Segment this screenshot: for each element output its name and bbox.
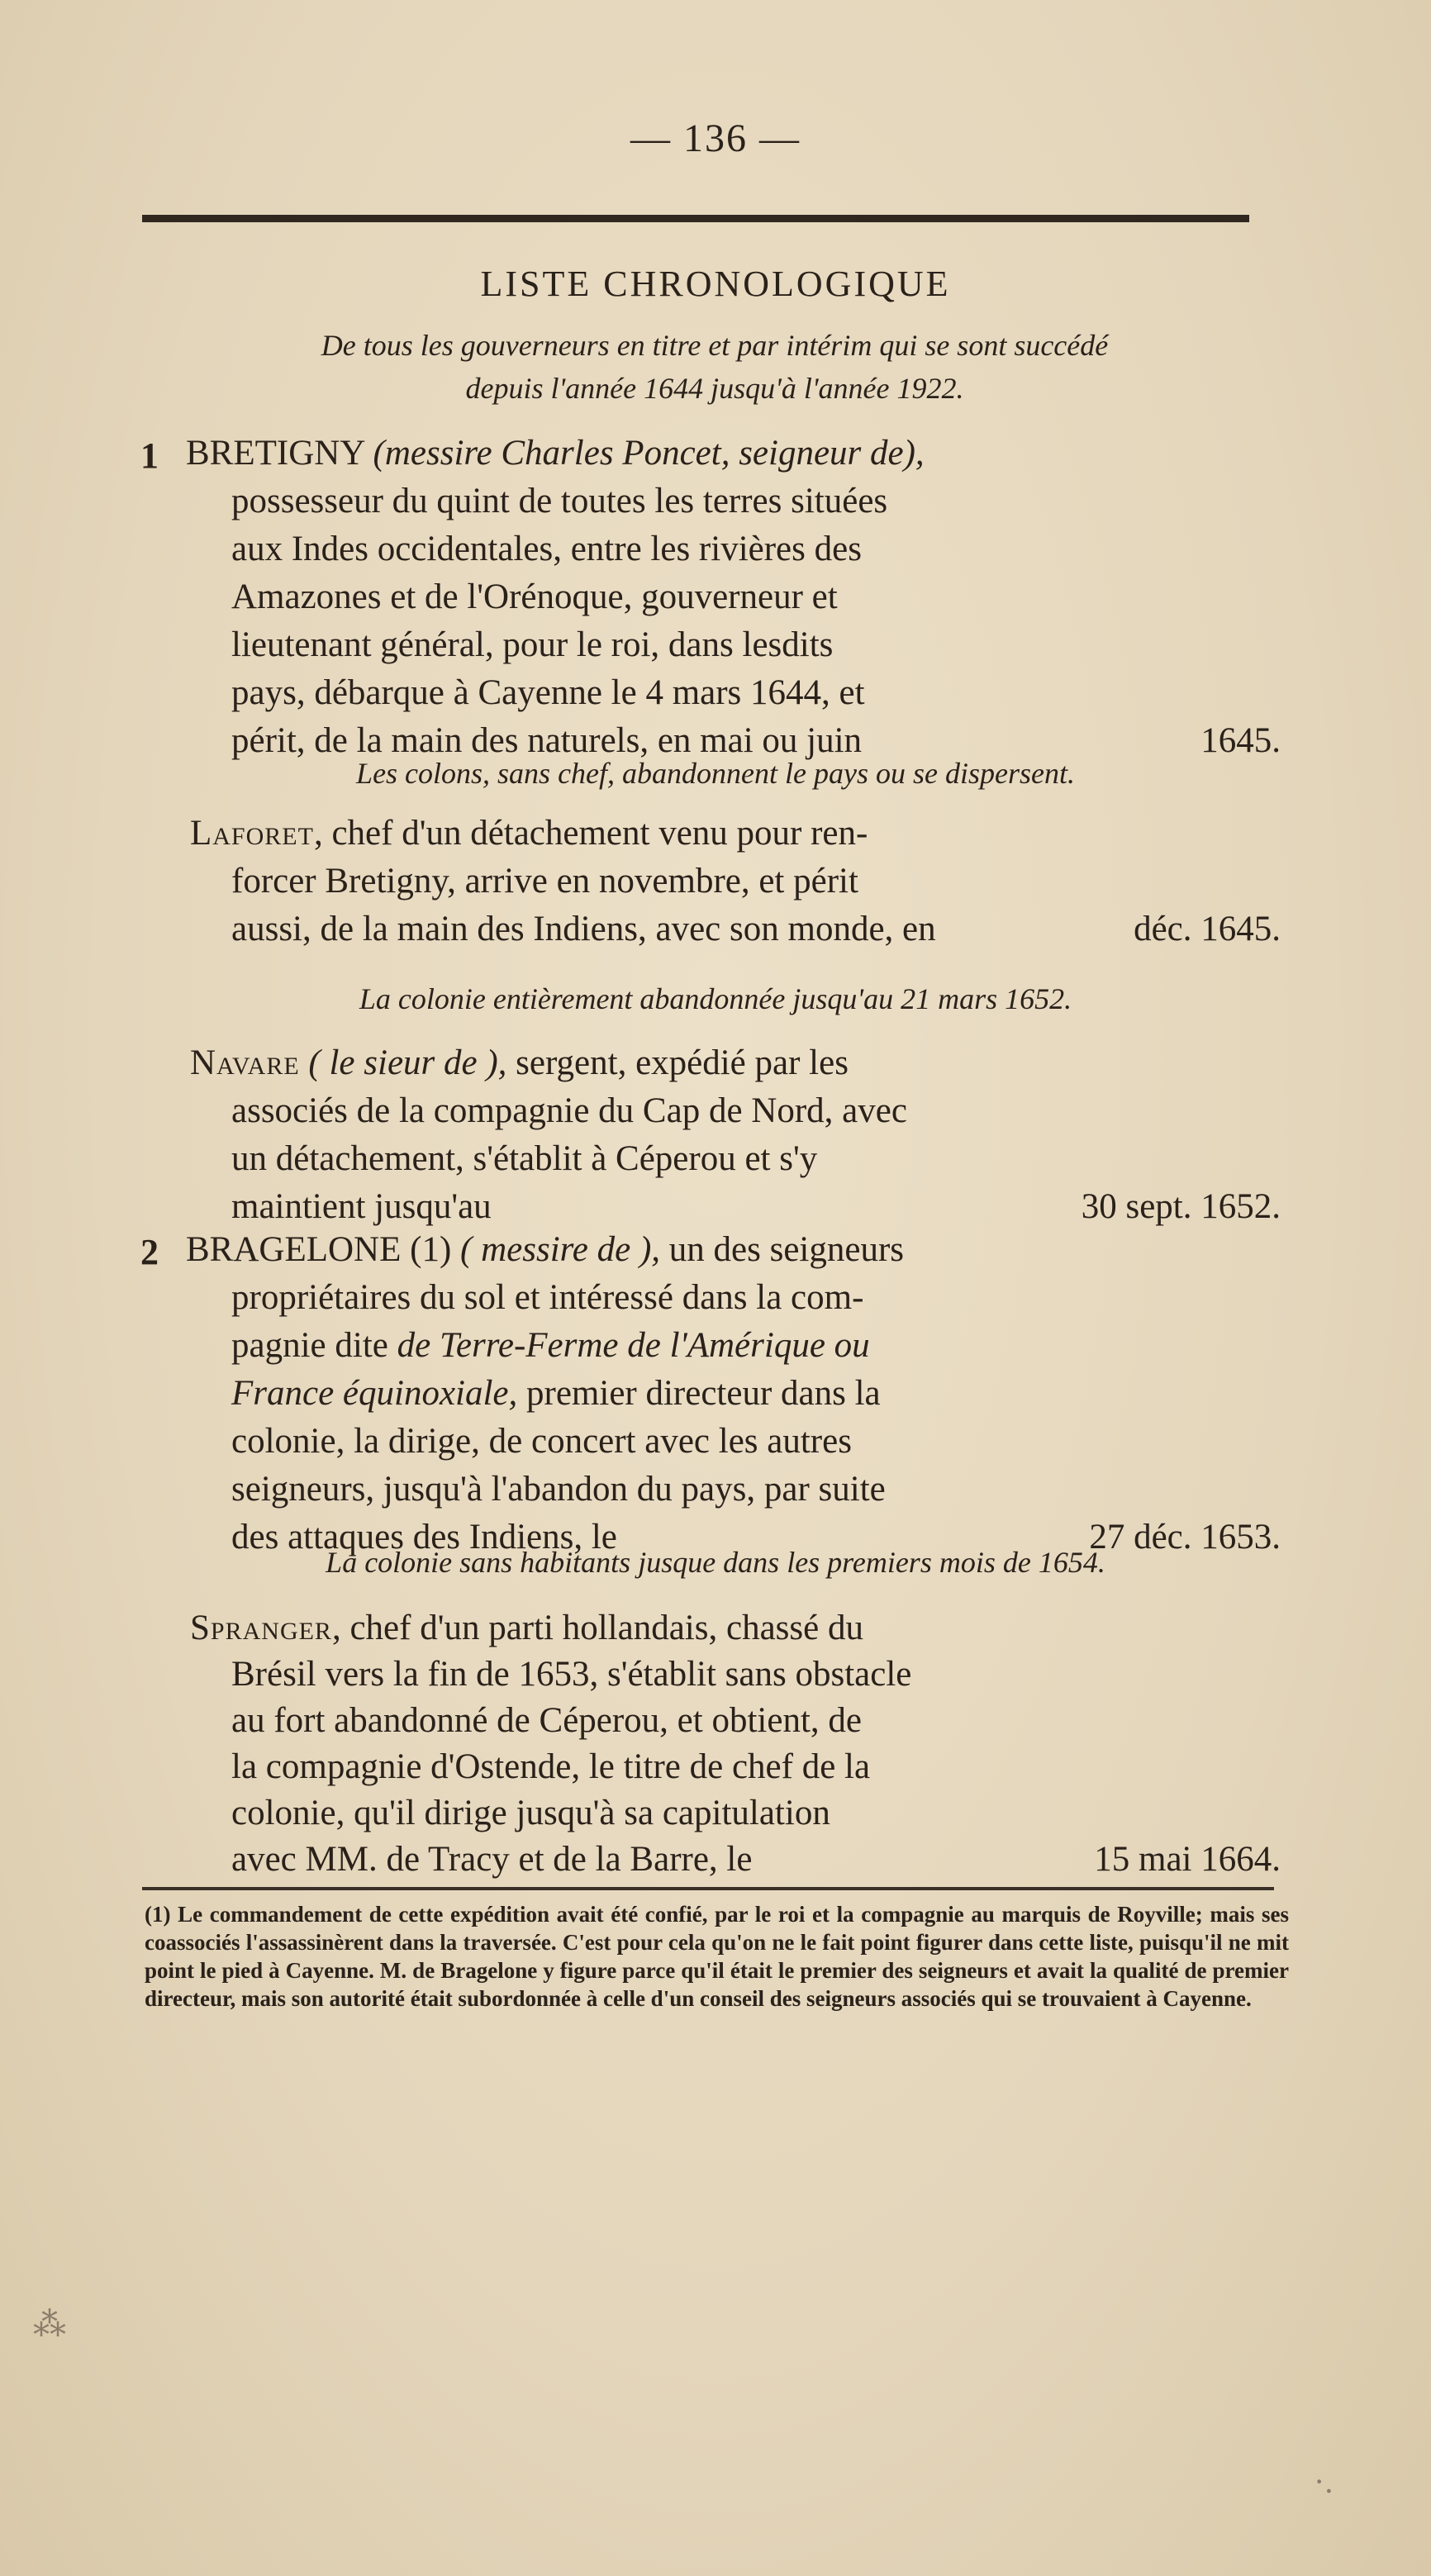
- entry-laforet: [140, 810, 1281, 958]
- subtitle: [165, 324, 1264, 410]
- entry-line: Brésil vers la fin de 1653, s'établit sans obstacle: [231, 1655, 912, 1694]
- entry-number: 1: [140, 435, 159, 476]
- entry-first-line: , chef d'un parti hollandais, chassé du: [331, 1609, 863, 1647]
- entry-line: possesseur du quint de toutes les terres situées: [231, 482, 888, 520]
- entry-line: forcer Bretigny, arrive en novembre, et périt: [231, 862, 858, 901]
- entry-qualifier: ( messire de ),: [460, 1230, 661, 1269]
- entry-date: 15 mai 1664.: [1094, 1840, 1281, 1879]
- entry-line: pays, débarque à Cayenne le 4 mars 1644, et: [231, 673, 865, 712]
- entry-line: lieutenant général, pour le roi, dans lesdits: [231, 625, 834, 664]
- entry-line: la compagnie d'Ostende, le titre de chef de la: [231, 1747, 871, 1786]
- interlude-note: Les colons, sans chef, abandonnent le pays ou se dispersent.: [356, 757, 1075, 790]
- subtitle-line: depuis l'année 1644 jusqu'à l'année 1922.: [465, 372, 964, 405]
- entry-bretigny: [140, 430, 1281, 760]
- ink-smudge-icon: ·.: [1314, 2463, 1334, 2500]
- entry-line: avec MM. de Tracy et de la Barre, le: [231, 1840, 753, 1879]
- entry-line: un détachement, s'établit à Céperou et s'y: [231, 1139, 818, 1178]
- entry-date: 27 déc. 1653.: [1089, 1518, 1281, 1557]
- entry-heading: [190, 1604, 863, 1652]
- entry-line: périt, de la main des naturels, en mai ou juin: [231, 721, 863, 760]
- entry-qualifier: (messire Charles Poncet, seigneur de),: [373, 434, 925, 473]
- interlude-note: La colonie entièrement abandonnée jusqu'au 21 mars 1652.: [359, 982, 1072, 1015]
- entry-line: associés de la compagnie du Cap de Nord, avec: [231, 1091, 907, 1130]
- footnote: (1) Le commandement de cette expédition avait été confié, par le roi et la compagnie au marquis de Royville; mais ses coassociés l'assassinèrent dans la traversée. C'est pour cela qu'on ne le fait point figurer dans cette liste, puisqu'il ne mit point le pied à Cayenne. M. de Bragelone y figure parce qu'il était le premier des seigneurs et avait la qualité de premier directeur, mais son autorité était subordonnée à celle d'un conseil des seigneurs associés qui se trouvaient à Cayenne.: [145, 1902, 1289, 2011]
- entry-line: colonie, qu'il dirige jusqu'à sa capitulation: [231, 1794, 830, 1832]
- entry-spranger: [140, 1604, 1281, 1877]
- entry-navare: [140, 1039, 1281, 1238]
- entry-line: maintient jusqu'au: [231, 1187, 492, 1226]
- page-number: — 136 —: [630, 116, 801, 160]
- entry-line: propriétaires du sol et intéressé dans la com-: [231, 1278, 864, 1317]
- entry-italic-text: France équinoxiale,: [231, 1374, 518, 1413]
- entry-qualifier: ( le sieur de ),: [308, 1043, 507, 1082]
- entry-date: déc. 1645.: [1134, 910, 1281, 948]
- entry-line: [231, 1322, 870, 1370]
- page-title: LISTE CHRONOLOGIQUE: [480, 264, 951, 304]
- entry-line: [231, 1370, 881, 1418]
- entry-text: premier directeur dans la: [526, 1374, 881, 1413]
- entry-heading: [190, 810, 868, 858]
- entry-heading: [186, 1226, 904, 1274]
- entry-number: 2: [140, 1232, 159, 1272]
- subtitle-line: De tous les gouverneurs en titre et par intérim qui se sont succédé: [321, 329, 1109, 362]
- entry-heading: [190, 1039, 849, 1087]
- entry-italic-text: de Terre-Ferme de l'Amérique ou: [397, 1326, 870, 1365]
- entry-line: Amazones et de l'Orénoque, gouverneur et: [231, 577, 838, 616]
- entry-text: pagnie dite: [231, 1326, 388, 1365]
- entry-first-line: , chef d'un détachement venu pour ren-: [313, 814, 868, 853]
- header-rule: [142, 215, 1249, 222]
- footnote-ref[interactable]: (1): [410, 1230, 452, 1269]
- entry-bragelone: [140, 1226, 1281, 1573]
- ink-smudge-icon: ⁂: [33, 2306, 66, 2343]
- entry-date: 1645.: [1200, 721, 1281, 760]
- entry-line: aux Indes occidentales, entre les rivières des: [231, 530, 862, 568]
- entry-date: 30 sept. 1652.: [1081, 1187, 1281, 1226]
- entry-first-line: un des seigneurs: [660, 1230, 905, 1269]
- interlude-note: La colonie sans habitants jusque dans les premiers mois de 1654.: [326, 1546, 1105, 1579]
- entry-name: BRETIGNY: [186, 434, 364, 473]
- entry-line: aussi, de la main des Indiens, avec son monde, en: [231, 910, 936, 948]
- entry-line: des attaques des Indiens, le: [231, 1518, 617, 1557]
- entry-heading: [186, 430, 925, 478]
- entry-name: Navare: [190, 1043, 300, 1082]
- footnote-rule: [142, 1887, 1274, 1890]
- entry-name: BRAGELONE: [186, 1230, 402, 1269]
- entry-name: Laforet: [190, 814, 314, 853]
- entry-name: Spranger: [190, 1609, 332, 1647]
- entry-line: seigneurs, jusqu'à l'abandon du pays, par suite: [231, 1470, 886, 1509]
- entry-line: au fort abandonné de Céperou, et obtient, de: [231, 1701, 862, 1740]
- entry-first-line: sergent, expédié par les: [506, 1043, 849, 1082]
- entry-line: colonie, la dirige, de concert avec les autres: [231, 1422, 852, 1461]
